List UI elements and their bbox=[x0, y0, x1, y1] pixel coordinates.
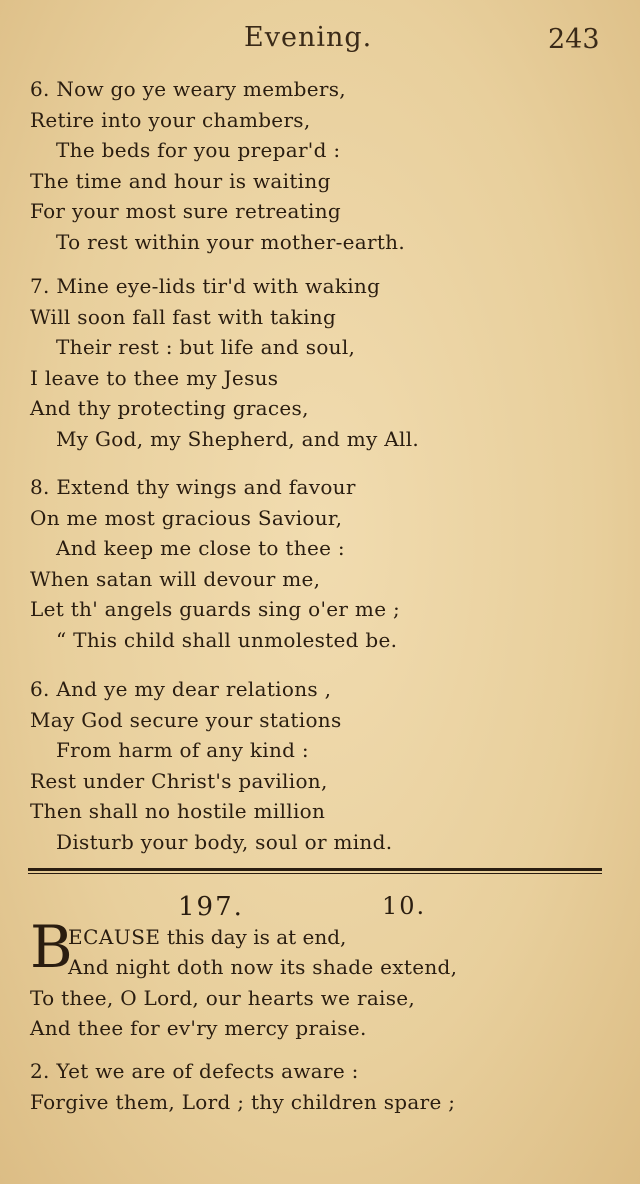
verse-line: The beds for you prepar'd : bbox=[56, 138, 341, 162]
hymn-first-line bbox=[68, 922, 346, 952]
stanza-7 bbox=[30, 271, 610, 454]
verse-line: My God, my Shepherd, and my All. bbox=[56, 426, 420, 451]
running-head bbox=[0, 22, 640, 62]
verse-line: I leave to thee my Jesus bbox=[30, 365, 279, 390]
verse-line: 7. Mine eye-lids tir'd with waking bbox=[30, 274, 381, 298]
verse-line: And thee for ev'ry mercy praise. bbox=[30, 1016, 367, 1040]
verse-line: From harm of any kind : bbox=[56, 738, 309, 762]
verse-line: On me most gracious Saviour, bbox=[30, 505, 343, 530]
first-word-caps: ECAUSE bbox=[68, 925, 161, 949]
verse-line: May God secure your stations bbox=[30, 707, 342, 732]
verse-line: 6. And ye my dear relations , bbox=[30, 677, 332, 701]
hymn-number: 197. bbox=[178, 892, 244, 922]
verse-line: And thy protecting graces, bbox=[30, 396, 309, 420]
verse-line: Their rest : but life and soul, bbox=[56, 335, 356, 359]
verse-line: Then shall no hostile million bbox=[30, 799, 326, 823]
hymn-stanza-2 bbox=[30, 1056, 610, 1117]
verse-line: The time and hour is waiting bbox=[30, 168, 331, 193]
verse-line: Let th' angels guards sing o'er me ; bbox=[30, 597, 401, 621]
verse-line: When satan will devour me, bbox=[30, 566, 321, 591]
verse-line: “ This child shall unmolested be. bbox=[56, 627, 398, 652]
page-number: 243 bbox=[548, 24, 600, 55]
divider-thick-line bbox=[28, 868, 602, 871]
verse-line: 2. Yet we are of defects aware : bbox=[30, 1059, 359, 1083]
verse-line: Disturb your body, soul or mind. bbox=[56, 829, 393, 854]
verse-line: Forgive them, Lord ; thy children spare ; bbox=[30, 1089, 456, 1114]
stanza-6b bbox=[30, 674, 610, 857]
stanza-8 bbox=[30, 472, 610, 655]
verse-line: Rest under Christ's pavilion, bbox=[30, 768, 328, 793]
verse-line: And night doth now its shade extend, bbox=[68, 955, 458, 979]
verse-line: And keep me close to thee : bbox=[56, 536, 345, 560]
verse-line: 8. Extend thy wings and favour bbox=[30, 475, 356, 499]
verse-line: To rest within your mother-earth. bbox=[56, 229, 406, 254]
verse-line: 6. Now go ye weary members, bbox=[30, 77, 346, 101]
hymn-stanza-1 bbox=[30, 952, 610, 1044]
first-line-text: this day is at end, bbox=[160, 925, 347, 949]
running-title: Evening. bbox=[244, 22, 373, 53]
stanza-6a bbox=[30, 74, 610, 257]
verse-line: To thee, O Lord, our hearts we raise, bbox=[30, 985, 416, 1010]
verse-line: For your most sure retreating bbox=[30, 199, 342, 223]
section-divider bbox=[28, 868, 602, 874]
verse-line: Retire into your chambers, bbox=[30, 107, 311, 132]
tune-number: 10. bbox=[382, 892, 427, 920]
verse-line: Will soon fall fast with taking bbox=[30, 304, 337, 329]
divider-thin-line bbox=[28, 873, 602, 874]
drop-cap: B bbox=[30, 913, 73, 981]
